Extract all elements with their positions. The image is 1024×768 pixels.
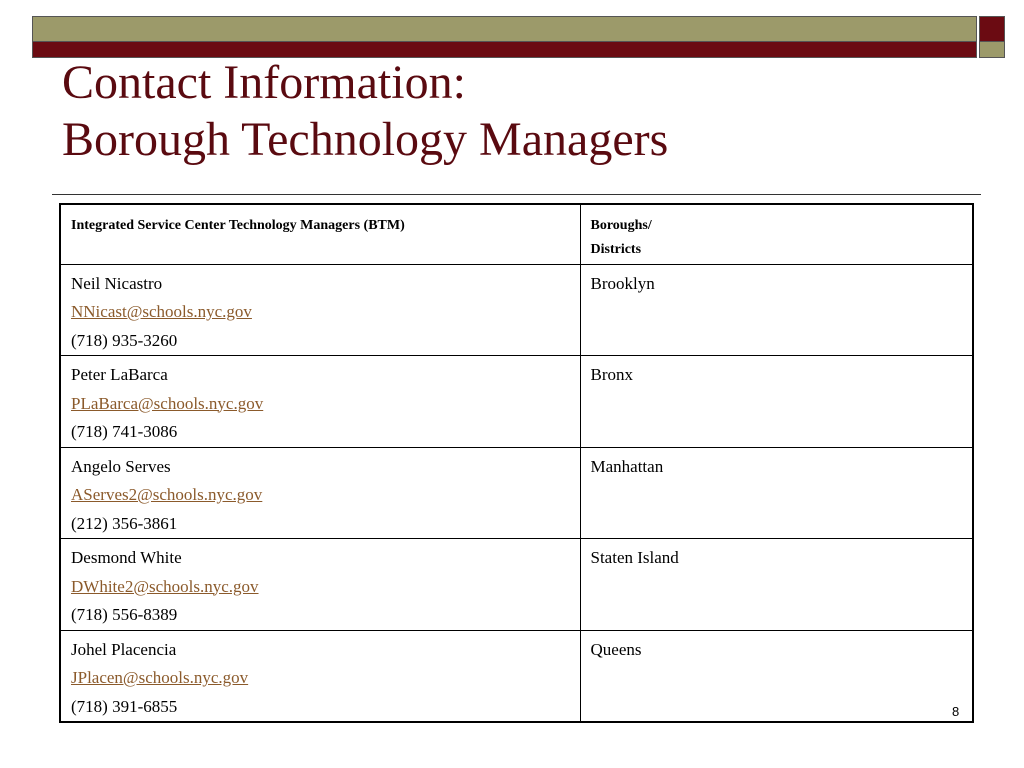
table-row — [60, 539, 973, 631]
contact-email-link[interactable]: AServes2@schools.nyc.gov — [71, 485, 263, 504]
contacts-table — [59, 203, 974, 723]
borough-cell — [580, 630, 973, 722]
header-square-maroon — [979, 16, 1005, 42]
borough-cell — [580, 447, 973, 539]
borough-cell — [580, 539, 973, 631]
column-header-boroughs-line-2: Districts — [590, 242, 642, 257]
contact-name: Neil Nicastro — [71, 273, 163, 293]
table-row — [60, 356, 973, 448]
table-row — [60, 630, 973, 722]
contact-name: Peter LaBarca — [71, 365, 168, 384]
contact-cell — [60, 356, 580, 448]
slide-title — [62, 54, 668, 168]
slide-title-line-1: Contact Information: — [62, 56, 466, 109]
borough-name: Bronx — [590, 365, 633, 384]
contact-cell — [60, 264, 580, 356]
borough-name: Manhattan — [590, 456, 664, 476]
borough-name: Brooklyn — [590, 273, 655, 293]
borough-name: Queens — [590, 639, 642, 659]
page-number: 8 — [952, 704, 960, 719]
header-square-olive — [979, 42, 1005, 58]
table-row — [60, 264, 973, 356]
contact-cell — [60, 630, 580, 722]
contact-name: Angelo Serves — [71, 456, 171, 476]
contact-email-link[interactable]: NNicast@schools.nyc.gov — [71, 302, 252, 321]
contact-phone: (212) 356-3861 — [71, 513, 178, 533]
contact-email-link[interactable]: JPlacen@schools.nyc.gov — [71, 668, 249, 687]
contact-cell — [60, 447, 580, 539]
borough-name: Staten Island — [590, 548, 679, 567]
contact-phone: (718) 556-8389 — [71, 605, 178, 624]
slide-title-line-2: Borough Technology Managers — [62, 113, 669, 166]
contact-phone: (718) 935-3260 — [71, 330, 178, 350]
column-header-managers-label: Integrated Service Center Technology Managers (BTM) — [71, 218, 405, 233]
borough-cell — [580, 356, 973, 448]
contact-email-link[interactable]: DWhite2@schools.nyc.gov — [71, 576, 259, 596]
table-row — [60, 447, 973, 539]
contact-name: Desmond White — [71, 548, 182, 567]
contact-name: Johel Placencia — [71, 639, 177, 659]
borough-cell — [580, 264, 973, 356]
table-header-row — [60, 204, 973, 264]
header-bar-olive — [32, 16, 977, 42]
column-header-managers — [60, 204, 580, 264]
contact-email-link[interactable]: PLaBarca@schools.nyc.gov — [71, 393, 264, 413]
contact-phone: (718) 391-6855 — [71, 696, 178, 716]
column-header-boroughs — [580, 204, 973, 264]
contact-cell — [60, 539, 580, 631]
title-divider — [52, 194, 981, 195]
column-header-boroughs-line-1: Boroughs/ — [590, 218, 652, 233]
contact-phone: (718) 741-3086 — [71, 422, 178, 441]
